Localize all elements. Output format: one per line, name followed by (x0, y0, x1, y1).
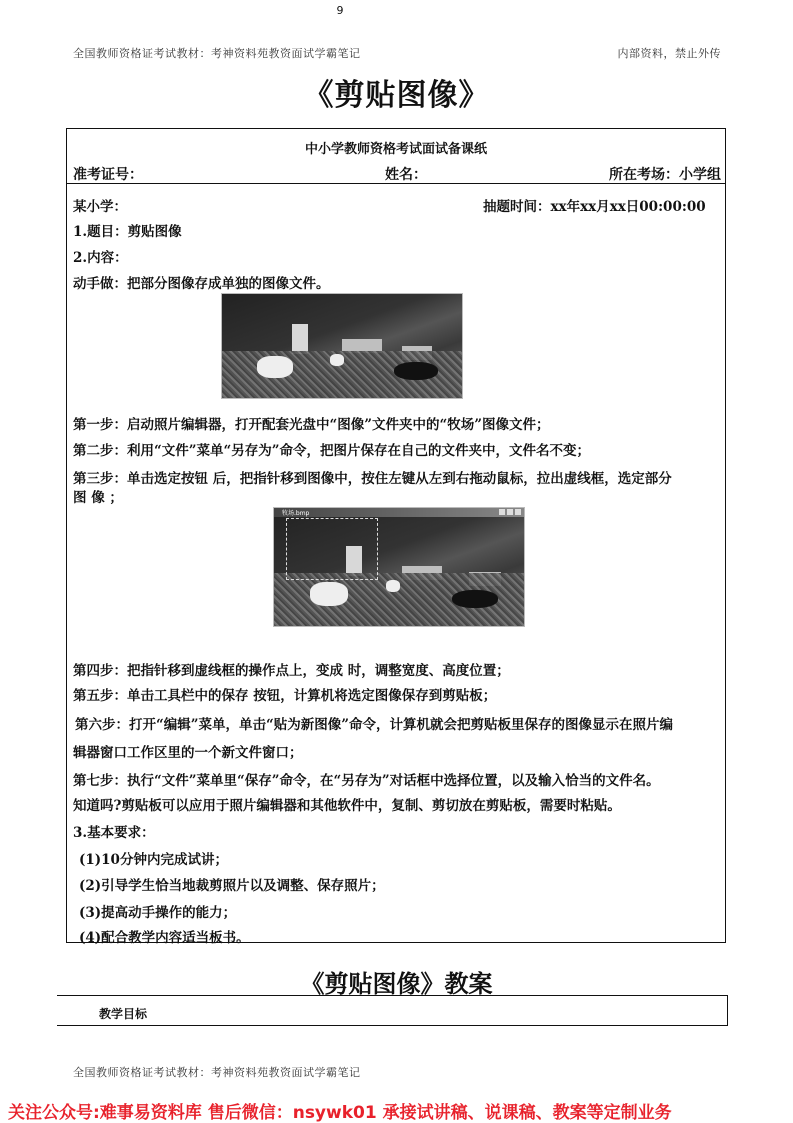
step-3: 第三步：单击选定按钮 后，把指针移到图像中，按住左键从左到右拖动鼠标，拉出虚线框，选定部分 (73, 471, 672, 487)
pasture-image (221, 293, 463, 399)
window-title: 牧场.bmp (282, 510, 310, 517)
promo-banner: 关注公众号:难事易资料库 售后微信：nsywk01 承接试讲稿、说课稿、教案等定制业务 (8, 1103, 672, 1123)
lesson-plan-title: 《剪贴图像》教案 (300, 969, 493, 998)
step-4: 第四步：把指针移到虚线框的操作点上，变成 时，调整宽度、高度位置； (73, 663, 510, 679)
step-5: 第五步：单击工具栏中的保存 按钮，计算机将选定图像保存到剪贴板； (73, 688, 497, 704)
venue-label: 所在考场：小学组 (609, 167, 721, 183)
requirement-2: (2)引导学生恰当地裁剪照片以及调整、保存照片； (79, 878, 385, 894)
hands-on: 动手做：把部分图像存成单独的图像文件。 (73, 276, 330, 292)
requirements-label: 3.基本要求： (73, 825, 155, 841)
divider (67, 183, 725, 184)
window-titlebar (274, 508, 524, 517)
name-label: 姓名： (385, 167, 427, 183)
page-number: 9 (336, 4, 344, 17)
requirement-1: (1)10分钟内完成试讲； (79, 852, 228, 868)
header-right: 内部资料，禁止外传 (617, 47, 721, 60)
header-left: 全国教师资格证考试教材：考神资料苑教资面试学霸笔记 (73, 47, 361, 60)
footer-left: 全国教师资格证考试教材：考神资料苑教资面试学霸笔记 (73, 1066, 361, 1079)
lesson-plan-table (57, 995, 728, 1026)
page-title: 《剪贴图像》 (303, 78, 490, 113)
exam-no-label: 准考证号： (73, 167, 143, 183)
candidate-info-row (73, 164, 721, 184)
sheet-title: 中小学教师资格考试面试备课纸 (304, 142, 487, 157)
did-you-know: 知道吗?剪贴板可以应用于照片编辑器和其他软件中，复制、剪切放在剪贴板，需要时粘贴。 (73, 798, 621, 814)
teaching-goals-label: 教学目标 (99, 1007, 148, 1021)
window-buttons-icon (499, 509, 521, 515)
step-3-cont: 图 像 ； (73, 490, 123, 506)
step-6-cont: 辑器窗口工作区里的一个新文件窗口； (73, 745, 303, 761)
topic: 1.题目：剪贴图像 (73, 224, 182, 240)
step-6: 第六步：打开“编辑”菜单，单击“贴为新图像”命令，计算机就会把剪贴板里保存的图像显示在照片编 (75, 717, 674, 733)
prep-sheet (66, 128, 726, 946)
dashed-selection-box (286, 518, 378, 580)
requirement-3: (3)提高动手操作的能力； (79, 905, 237, 921)
step-1: 第一步：启动照片编辑器，打开配套光盘中“图像”文件夹中的“牧场”图像文件； (73, 417, 550, 433)
content-label: 2.内容： (73, 250, 128, 266)
selection-screenshot (273, 507, 525, 627)
draw-time: 抽题时间：xx年xx月xx日00:00:00 (483, 199, 706, 215)
step-7: 第七步：执行“文件”菜单里“保存”命令，在“另存为”对话框中选择位置，以及输入恰当的文件名。 (73, 773, 660, 789)
requirement-4: (4)配合教学内容适当板书。 (79, 930, 250, 946)
school-label: 某小学： (73, 199, 127, 215)
step-2: 第二步：利用“文件”菜单“另存为”命令，把图片保存在自己的文件夹中，文件名不变； (73, 443, 591, 459)
